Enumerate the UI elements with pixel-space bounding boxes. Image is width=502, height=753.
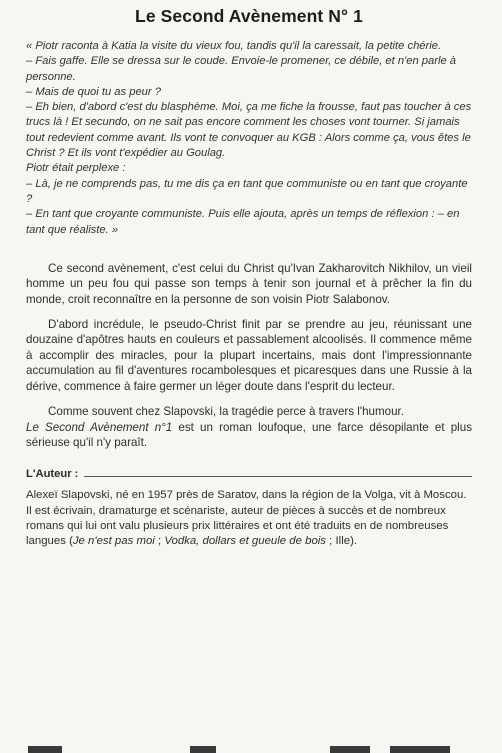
footer-mark: [28, 746, 62, 753]
quote-line: – Fais gaffe. Elle se dressa sur le coude. Envoie-le promener, ce débile, et n'en parle à personne.: [26, 55, 456, 83]
author-bio-text: Alexeï Slapovski, né en 1957 près de Saratov, dans la région de la Volga, vit à Moscou. Il est écrivain, dramaturge et scénariste, auteur de pièces à succès et de nombreux romans qui lui ont valu plusieurs prix littéraires et ont été traduits en de nombreuses langues (: [26, 489, 467, 547]
footer-mark: [190, 746, 216, 753]
work-title: Vodka, dollars et gueule de bois: [164, 534, 327, 547]
author-bio-end: ; Ille).: [326, 534, 358, 547]
author-bio: [26, 488, 472, 549]
author-divider: [84, 476, 472, 477]
synopsis-paragraph-3: [26, 404, 472, 450]
quote-line: Piotr était perplexe :: [26, 162, 126, 175]
synopsis: [26, 261, 472, 450]
synopsis-paragraph-1: Ce second avènement, c'est celui du Christ qu'Ivan Zakharovitch Nikhilov, un vieil homme un peu fou qui passe son temps à tenir son journal et à prêcher la fin du monde, croit reconnaître en la personne de son voisin Piotr Salabonov.: [26, 261, 472, 306]
quote-line: – En tant que croyante communiste. Puis elle ajouta, après un temps de réflexion : – en tant que réaliste. »: [26, 208, 460, 236]
cropped-footer: [0, 743, 502, 753]
book-title-reference: Le Second Avènement n°1: [26, 420, 173, 434]
synopsis-paragraph-3-text: Comme souvent chez Slapovski, la tragédie perce à travers l'humour.: [48, 405, 404, 419]
author-bio-paragraph: [26, 488, 472, 549]
author-section-header: [26, 468, 472, 480]
book-title: Le Second Avènement N° 1: [135, 6, 363, 26]
quote-line: « Piotr raconta à Katia la visite du vieux fou, tandis qu'il la caressait, la petite chérie.: [26, 40, 442, 52]
footer-mark: [390, 746, 450, 753]
author-heading: L'Auteur :: [26, 468, 79, 481]
quote-line: – Eh bien, d'abord c'est du blasphème. Moi, ça me fiche la frousse, faut pas toucher à ces trucs là ! Et secundo, on ne sait pas encore comment les choses vont tourner. Si jamais tout redevient comme avant. Ils vont te convoquer au KGB : Alors comme ça, vous êtes le Christ ? Et ils vont t'expédier au Goulag.: [26, 101, 472, 160]
work-title: Je n'est pas moi: [72, 534, 155, 547]
quote-line: – Mais de quoi tu as peur ?: [26, 85, 161, 98]
synopsis-paragraph-3-rest: est un roman loufoque, une farce désopilante et plus sérieuse qu'il n'y paraît.: [26, 420, 473, 449]
footer-mark: [330, 746, 370, 753]
quote-line: – Là, je ne comprends pas, tu me dis ça en tant que communiste ou en tant que croyante ?: [26, 177, 468, 205]
synopsis-paragraph-2: D'abord incrédule, le pseudo-Christ finit par se prendre au jeu, réunissant une douzaine d'apôtres hauts en couleurs et passablement alcoolisés. Il commence même à accomplir des miracles, pour la plupart incertains, mais dont l'impressionnante accumulation au fil d'aventures rocambolesques et picaresques dans une Russie à la dérive, commence à faire germer un léger doute dans l'esprit du lecteur.: [26, 318, 472, 393]
title-separator: ;: [154, 534, 165, 547]
excerpt-quote: [26, 39, 472, 238]
